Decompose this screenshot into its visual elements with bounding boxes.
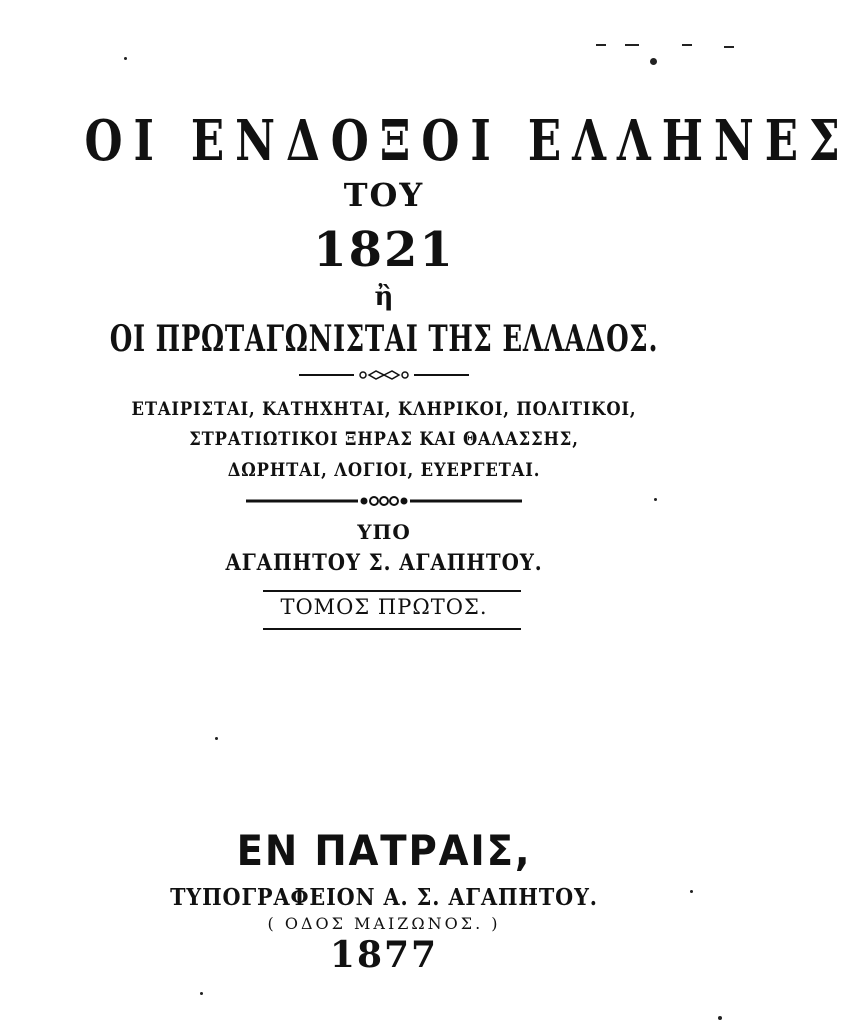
scan-speck bbox=[718, 1016, 722, 1020]
imprint-city: ΕΝ ΠΑΤΡΑΙΣ, bbox=[236, 826, 532, 875]
imprint-street: ( ΟΔΟΣ ΜΑΙΖΩΝΟΣ. ) bbox=[267, 914, 501, 933]
scan-speck bbox=[650, 58, 657, 65]
ornament-rule-top bbox=[0, 368, 768, 382]
title-year: 1821 bbox=[313, 222, 455, 278]
categories-line-2: ΣΤΡΑΤΙΩΤΙΚΟΙ ΞΗΡΑΣ ΚΑΙ ΘΑΛΑΣΣΗΣ, bbox=[189, 428, 579, 450]
scan-speck bbox=[654, 498, 657, 501]
volume-label: ΤΟΜΟΣ ΠΡΩΤΟΣ. bbox=[280, 595, 488, 619]
volume-rule-top bbox=[263, 590, 521, 592]
main-title: ΟΙ ΕΝΔΟΞΟΙ ΕΛΛΗΝΕΣ bbox=[84, 108, 851, 174]
title-or: ἢ bbox=[374, 282, 394, 312]
ornament-rule-bottom bbox=[0, 494, 768, 508]
scan-speck bbox=[625, 44, 639, 46]
ornament-rule-icon bbox=[299, 368, 469, 382]
volume-rule-bottom bbox=[263, 628, 521, 630]
categories-line-3: ΔΩΡΗΤΑΙ, ΛΟΓΙΟΙ, ΕΥΕΡΓΕΤΑΙ. bbox=[227, 459, 541, 481]
imprint-year: 1877 bbox=[329, 934, 439, 976]
title-connector: ΤΟΥ bbox=[343, 176, 425, 214]
scan-speck bbox=[596, 44, 606, 46]
scan-speck bbox=[724, 46, 734, 48]
scan-speck bbox=[690, 890, 693, 893]
scan-speck bbox=[215, 737, 218, 740]
subtitle: ΟΙ ΠΡΩΤΑΓΩΝΙΣΤΑΙ ΤΗΣ ΕΛΛΑΔΟΣ. bbox=[109, 318, 659, 360]
author-name: ΑΓΑΠΗΤΟΥ Σ. ΑΓΑΠΗΤΟΥ. bbox=[225, 550, 543, 576]
scan-speck bbox=[682, 44, 692, 46]
by-label: ΥΠΟ bbox=[357, 520, 411, 544]
ornament-beads-icon bbox=[246, 494, 522, 508]
scan-speck bbox=[200, 992, 203, 995]
categories-line-1: ΕΤΑΙΡΙΣΤΑΙ, ΚΑΤΗΧΗΤΑΙ, ΚΛΗΡΙΚΟΙ, ΠΟΛΙΤΙΚΟΙ, bbox=[131, 398, 637, 420]
scan-speck bbox=[124, 57, 127, 60]
imprint-printer: ΤΥΠΟΓΡΑΦΕΙΟΝ Α. Σ. ΑΓΑΠΗΤΟΥ. bbox=[170, 884, 598, 911]
